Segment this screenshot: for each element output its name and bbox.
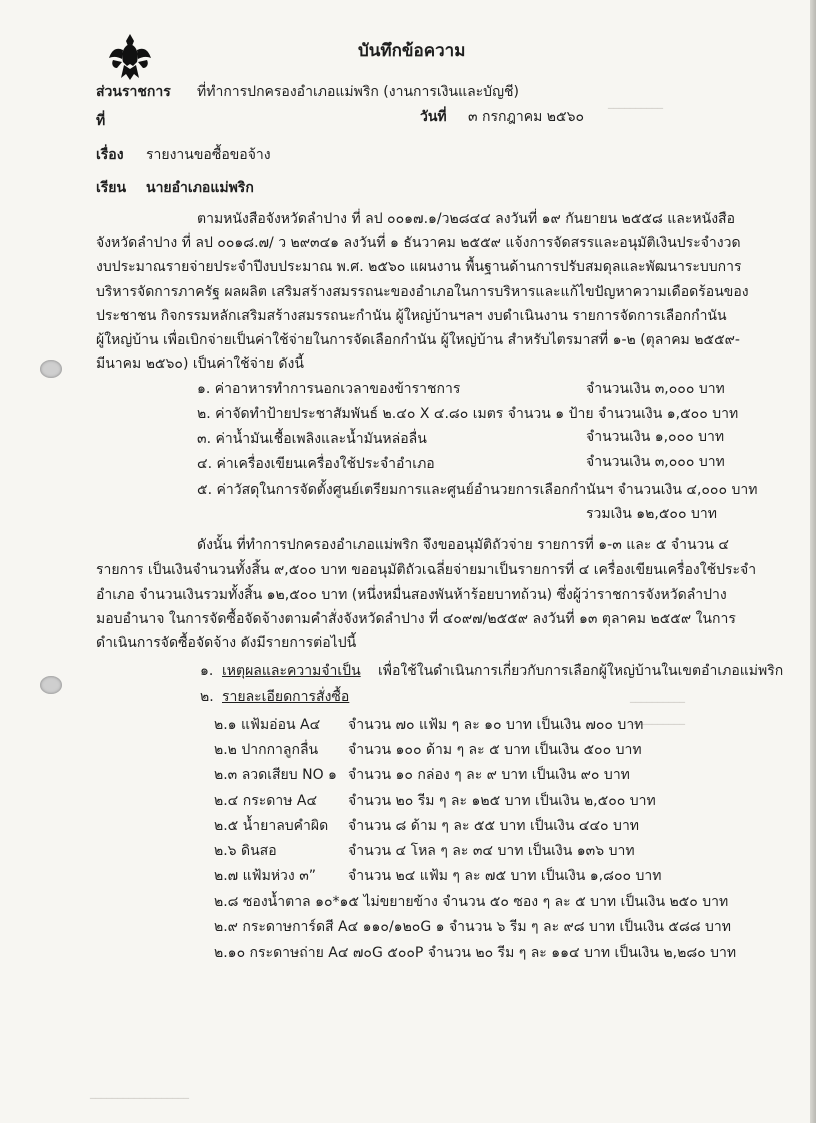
body-line: จังหวัดลำปาง ที่ ลป ๐๐๑๘.๗/ ว ๒๙๓๔๑ ลงวันที่ ๑ ธันวาคม ๒๕๕๙ แจ้งการจัดสรรและอนุมัติเงินประจำงวด [96, 235, 741, 251]
order-item-detail: จำนวน ๑๐๐ ด้าม ๆ ละ ๕ บาท เป็นเงิน ๕๐๐ บาท [348, 742, 642, 758]
body-line: อำเภอ จำนวนเงินรวมทั้งสิ้น ๑๒,๕๐๐ บาท (หนึ่งหมื่นสองพันห้าร้อยบาทถ้วน) ซึ่งผู้ว่าราชการจังหวัดลำปาง [96, 587, 727, 603]
order-item-name: ๒.๗ แฟ้มห่วง ๓” [214, 868, 317, 884]
page-edge [810, 0, 816, 1123]
detail-number: ๒. [200, 689, 214, 705]
body-line: ประชาชน กิจกรรมหลักเสริมสร้างสมรรถนะกำนัน ผู้ใหญ่บ้านฯลฯ งบดำเนินงาน รายการจัดการเลือกกำนัน [96, 308, 727, 324]
reason-number: ๑. [200, 663, 214, 679]
punch-hole [40, 676, 62, 694]
expense-amount: จำนวนเงิน ๑,๐๐๐ บาท [586, 429, 725, 445]
garuda-emblem-icon [107, 32, 153, 82]
expense-item: ๒. ค่าจัดทำป้ายประชาสัมพันธ์ ๒.๔๐ X ๔.๘๐ เมตร จำนวน ๑ ป้าย จำนวนเงิน ๑,๕๐๐ บาท [197, 406, 739, 422]
memo-page: __________ __________ __________ __________________ บันทึกข้อความ ส่วนราชการ ที่ทำการปกครองอำเภอแม่พริก (งานการเงินและบัญชี) ที่ วันที่ ๓ กรกฎาคม ๒๕๖๐ เรื่อง รายงานขอซื้อขอจ้าง เรียน นายอำเภอแม่พริก ตามหนังสือจังหวัดลำปาง ที่ ลป ๐๐๑๗.๑/ว๒๘๔๔ ลงวันที่ ๑๙ กันยายน ๒๕๕๘ และหนังสือ จังหวัดลำปาง ที่ ลป ๐๐๑๘.๗/ ว ๒๙๓๔๑ ลงวันที่ ๑ ธันวาคม ๒๕๕๙ แจ้งการจัดสรรและอนุมัติเงินประจำงวด งบประมาณรายจ่ายประจำปีงบประมาณ พ.ศ. ๒๕๖๐ แผนงาน พื้นฐานด้านการปรับสมดุลและพัฒนาระบบการ บริหารจัดการภาครัฐ ผลผลิต เสริมสร้างสมรรถนะของอำเภอในการบริหารและแก้ไขปัญหาความเดือดร้อนของ ประชาชน กิจกรรมหลักเสริมสร้างสมรรถนะกำนัน ผู้ใหญ่บ้านฯลฯ งบดำเนินงาน รายการจัดการเลือกกำนัน ผู้ใหญ่บ้าน เพื่อเบิกจ่ายเป็นค่าใช้จ่ายในการจัดเลือกกำนัน ผู้ใหญ่บ้าน สำหรับไตรมาสที่ ๑-๒ (ตุลาคม ๒๕๕๙- มีนาคม ๒๕๖๐) เป็นค่าใช้จ่าย ดังนี้ ๑. ค่าอาหารทำการนอกเวลาของข้าราชการ จำนวนเงิน ๓,๐๐๐ บาท ๒. ค่าจัดทำป้ายประชาสัมพันธ์ ๒.๔๐ X ๔.๘๐ เมตร จำนวน ๑ ป้าย จำนวนเงิน ๑,๕๐๐ บาท ๓. ค่าน้ำมันเชื้อเพลิงและน้ำมันหล่อลื่น จำนวนเงิน ๑,๐๐๐ บาท ๔. ค่าเครื่องเขียนเครื่องใช้ประจำอำเภอ จำนวนเงิน ๓,๐๐๐ บาท ๕. ค่าวัสดุในการจัดตั้งศูนย์เตรียมการและศูนย์อำนวยการเลือกกำนันฯ จำนวนเงิน ๔,๐๐๐ บาท รวมเงิน ๑๒,๕๐๐ บาท ดังนั้น ที่ทำการปกครองอำเภอแม่พริก จึงขออนุมัติถัวจ่าย รายการที่ ๑-๓ และ ๕ จำนวน ๔ รายการ เป็นเงินจำนวนทั้งสิ้น ๙,๕๐๐ บาท ขออนุมัติถัวเฉลี่ยจ่ายมาเป็นรายการที่ ๔ เครื่องเขียนเครื่องใช้ประจำ อำเภอ จำนวนเงินรวมทั้งสิ้น ๑๒,๕๐๐ บาท (หนึ่งหมื่นสองพันห้าร้อยบาทถ้วน) ซึ่งผู้ว่าราชการจังหวัดลำปาง มอบอำนาจ ในการจัดซื้อจัดจ้างตามคำสั่งจังหวัดลำปาง ที่ ๔๐๙๗/๒๕๕๙ ลงวันที่ ๑๓ ตุลาคม ๒๕๕๙ ในการ ดำเนินการจัดซื้อจัดจ้าง ดังมีรายการต่อไปนี้ ๑. เหตุผลและความจำเป็น เพื่อใช้ในดำเนินการเกี่ยวกับการเลือกผู้ใหญ่บ้านในเขตอำเภอแม่พริก ๒. รายละเอียดการสั่งซื้อ ๒.๑ แฟ้มอ่อน A๔ จำนวน ๗๐ แฟ้ม ๆ ละ ๑๐ บาท เป็นเงิน ๗๐๐ บาท ๒.๒ ปากกาลูกลื่น จำนวน ๑๐๐ ด้าม ๆ ละ ๕ บาท เป็นเงิน ๕๐๐ บาท ๒.๓ ลวดเสียบ NO ๑ จำนวน ๑๐ กล่อง ๆ ละ ๙ บาท เป็นเงิน ๙๐ บาท ๒.๔ กระดาษ A๔ จำนวน ๒๐ รีม ๆ ละ ๑๒๕ บาท เป็นเงิน ๒,๕๐๐ บาท ๒.๕ น้ำยาลบคำผิด จำนวน ๘ ด้าม ๆ ละ ๕๕ บาท เป็นเงิน ๔๔๐ บาท ๒.๖ ดินสอ จำนวน ๔ โหล ๆ ละ ๓๔ บาท เป็นเงิน ๑๓๖ บาท ๒.๗ แฟ้มห่วง ๓” จำนวน ๒๔ แฟ้ม ๆ ละ ๗๕ บาท เป็นเงิน ๑,๘๐๐ บาท ๒.๘ ซองน้ำตาล ๑๐*๑๕ ไม่ขยายข้าง จำนวน ๕๐ ซอง ๆ ละ ๕ บาท เป็นเงิน ๒๕๐ บาท ๒.๙ กระดาษการ์ดสี A๔ ๑๑๐/๑๒๐G ๑ จำนวน ๖ รีม ๆ ละ ๙๘ บาท เป็นเงิน ๕๘๘ บาท ๒.๑๐ กระดาษถ่าย A๔ ๗๐G ๕๐๐P จำนวน ๒๐ รีม ๆ ละ ๑๑๔ บาท เป็นเงิน ๒,๒๘๐ บาท [0, 0, 816, 1123]
order-item-detail: จำนวน ๑๐ กล่อง ๆ ละ ๙ บาท เป็นเงิน ๙๐ บาท [348, 767, 630, 783]
order-item-name: ๒.๒ ปากกาลูกลื่น [214, 742, 319, 758]
date-value: ๓ กรกฎาคม ๒๕๖๐ [468, 109, 585, 125]
body-line: งบประมาณรายจ่ายประจำปีงบประมาณ พ.ศ. ๒๕๖๐ แผนงาน พื้นฐานด้านการปรับสมดุลและพัฒนาระบบการ [96, 259, 742, 275]
order-item: ๒.๑๐ กระดาษถ่าย A๔ ๗๐G ๕๐๐P จำนวน ๒๐ รีม ๆ ละ ๑๑๔ บาท เป็นเงิน ๒,๒๘๐ บาท [214, 945, 737, 961]
body-line: ตามหนังสือจังหวัดลำปาง ที่ ลป ๐๐๑๗.๑/ว๒๘๔๔ ลงวันที่ ๑๙ กันยายน ๒๕๕๘ และหนังสือ [197, 211, 735, 227]
expense-item: ๕. ค่าวัสดุในการจัดตั้งศูนย์เตรียมการและศูนย์อำนวยการเลือกกำนันฯ จำนวนเงิน ๔,๐๐๐ บาท [197, 482, 758, 498]
to-value: นายอำเภอแม่พริก [146, 180, 254, 196]
to-label: เรียน [96, 180, 127, 196]
expense-item: ๔. ค่าเครื่องเขียนเครื่องใช้ประจำอำเภอ [197, 456, 435, 472]
body-line: ผู้ใหญ่บ้าน เพื่อเบิกจ่ายเป็นค่าใช้จ่ายในการจัดเลือกกำนัน ผู้ใหญ่บ้าน สำหรับไตรมาสที่ ๑-๒ (ตุลาคม ๒๕๕๙- [96, 332, 740, 348]
expense-item: ๑. ค่าอาหารทำการนอกเวลาของข้าราชการ [197, 381, 461, 397]
body-line: มอบอำนาจ ในการจัดซื้อจัดจ้างตามคำสั่งจังหวัดลำปาง ที่ ๔๐๙๗/๒๕๕๙ ลงวันที่ ๑๓ ตุลาคม ๒๕๕๙ ในการ [96, 611, 736, 627]
detail-label: รายละเอียดการสั่งซื้อ [222, 689, 350, 705]
order-item-name: ๒.๓ ลวดเสียบ NO ๑ [214, 767, 337, 783]
punch-hole [40, 360, 62, 378]
reason-text: เพื่อใช้ในดำเนินการเกี่ยวกับการเลือกผู้ใหญ่บ้านในเขตอำเภอแม่พริก [378, 663, 784, 679]
order-item-name: ๒.๑ แฟ้มอ่อน A๔ [214, 717, 321, 733]
expense-total: รวมเงิน ๑๒,๕๐๐ บาท [586, 506, 717, 522]
subject-label: เรื่อง [96, 147, 124, 163]
body-line: รายการ เป็นเงินจำนวนทั้งสิ้น ๙,๕๐๐ บาท ขออนุมัติถัวเฉลี่ยจ่ายมาเป็นรายการที่ ๔ เครื่องเขียนเครื่องใช้ประจำ [96, 562, 757, 578]
agency-label: ส่วนราชการ [96, 84, 171, 100]
memo-title: บันทึกข้อความ [358, 41, 466, 61]
order-item: ๒.๙ กระดาษการ์ดสี A๔ ๑๑๐/๑๒๐G ๑ จำนวน ๖ รีม ๆ ละ ๙๘ บาท เป็นเงิน ๕๘๘ บาท [214, 919, 731, 935]
body-line: ดำเนินการจัดซื้อจัดจ้าง ดังมีรายการต่อไปนี้ [96, 635, 357, 651]
agency-value: ที่ทำการปกครองอำเภอแม่พริก (งานการเงินและบัญชี) [197, 84, 519, 100]
expense-amount: จำนวนเงิน ๓,๐๐๐ บาท [586, 381, 725, 397]
order-item-name: ๒.๕ น้ำยาลบคำผิด [214, 818, 329, 834]
order-item-detail: จำนวน ๒๐ รีม ๆ ละ ๑๒๕ บาท เป็นเงิน ๒,๕๐๐ บาท [348, 793, 656, 809]
body-line: บริหารจัดการภาครัฐ ผลผลิต เสริมสร้างสมรรถนะของอำเภอในการบริหารและแก้ไขปัญหาความเดือดร้อนของ [96, 284, 749, 300]
order-item-name: ๒.๔ กระดาษ A๔ [214, 793, 318, 809]
order-item-detail: จำนวน ๒๔ แฟ้ม ๆ ละ ๗๕ บาท เป็นเงิน ๑,๘๐๐ บาท [348, 868, 662, 884]
date-label: วันที่ [420, 109, 447, 125]
body-line: มีนาคม ๒๕๖๐) เป็นค่าใช้จ่าย ดังนี้ [96, 356, 304, 372]
order-item-detail: จำนวน ๘ ด้าม ๆ ละ ๕๕ บาท เป็นเงิน ๔๔๐ บาท [348, 818, 640, 834]
subject-value: รายงานขอซื้อขอจ้าง [146, 147, 271, 163]
ref-label: ที่ [96, 113, 106, 129]
order-item-name: ๒.๖ ดินสอ [214, 843, 277, 859]
expense-item: ๓. ค่าน้ำมันเชื้อเพลิงและน้ำมันหล่อลื่น [197, 431, 427, 447]
body-line: ดังนั้น ที่ทำการปกครองอำเภอแม่พริก จึงขออนุมัติถัวจ่าย รายการที่ ๑-๓ และ ๕ จำนวน ๔ [197, 537, 729, 553]
order-item-detail: จำนวน ๔ โหล ๆ ละ ๓๔ บาท เป็นเงิน ๑๓๖ บาท [348, 843, 635, 859]
reason-label: เหตุผลและความจำเป็น [222, 663, 361, 679]
order-item-detail: จำนวน ๗๐ แฟ้ม ๆ ละ ๑๐ บาท เป็นเงิน ๗๐๐ บาท [348, 717, 644, 733]
order-item: ๒.๘ ซองน้ำตาล ๑๐*๑๕ ไม่ขยายข้าง จำนวน ๕๐ ซอง ๆ ละ ๕ บาท เป็นเงิน ๒๕๐ บาท [214, 894, 729, 910]
expense-amount: จำนวนเงิน ๓,๐๐๐ บาท [586, 454, 725, 470]
